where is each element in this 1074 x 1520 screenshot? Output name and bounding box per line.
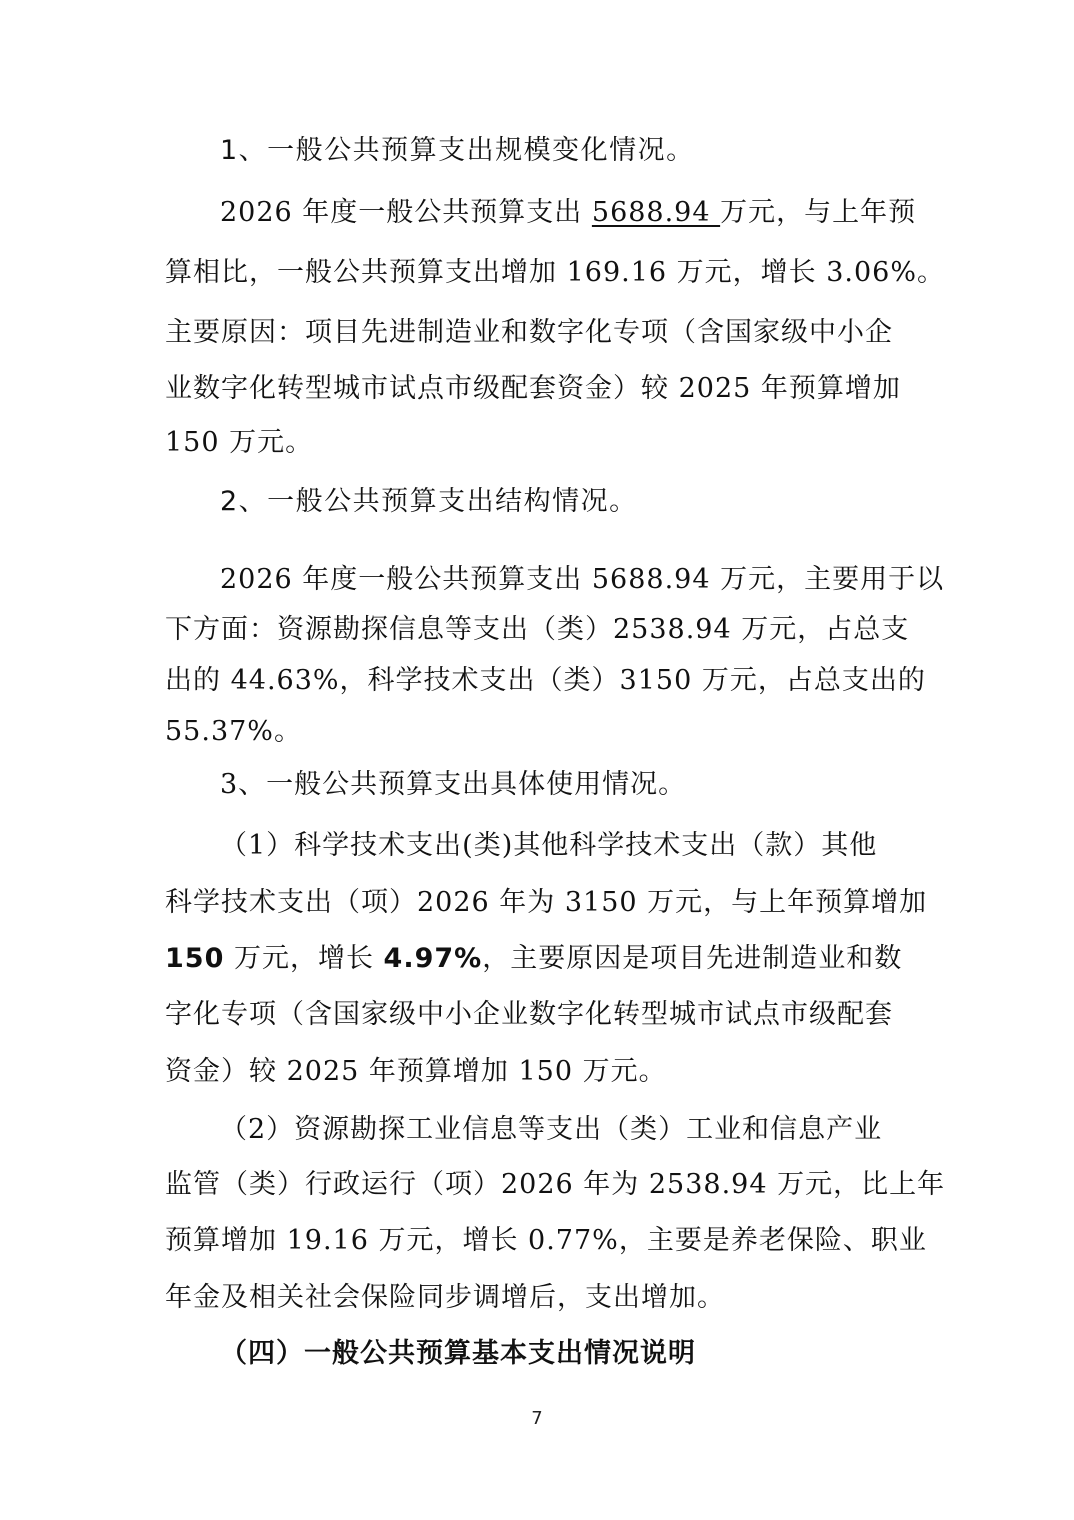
text-segment: 万元，与上年预	[720, 197, 917, 228]
paragraph-2-line-4: 55.37%。	[165, 716, 302, 747]
paragraph-2-line-2: 下方面：资源勘探信息等支出（类）2538.94 万元，占总支	[165, 614, 910, 645]
paragraph-3-line-4: 字化专项（含国家级中小企业数字化转型城市试点市级配套	[165, 999, 893, 1030]
paragraph-4-line-1: （2）资源勘探工业信息等支出（类）工业和信息产业	[220, 1114, 883, 1145]
heading-1: 1、一般公共预算支出规模变化情况。	[220, 135, 695, 166]
page-number: 7	[531, 1408, 543, 1429]
paragraph-4-line-3: 预算增加 19.16 万元，增长 0.77%，主要是养老保险、职业	[165, 1225, 927, 1256]
paragraph-1-line-2: 算相比，一般公共预算支出增加 169.16 万元，增长 3.06%。	[165, 257, 945, 288]
paragraph-3-line-2: 科学技术支出（项）2026 年为 3150 万元，与上年预算增加	[165, 887, 928, 918]
paragraph-1-line-4: 业数字化转型城市试点市级配套资金）较 2025 年预算增加	[165, 373, 901, 404]
text-segment: 万元，增长	[224, 943, 384, 974]
paragraph-2-line-3: 出的 44.63%，科学技术支出（类）3150 万元，占总支出的	[165, 665, 926, 696]
heading-3: 3、一般公共预算支出具体使用情况。	[220, 769, 687, 800]
paragraph-1-line-1	[220, 193, 980, 233]
paragraph-3-line-5: 资金）较 2025 年预算增加 150 万元。	[165, 1056, 667, 1087]
paragraph-1-line-5: 150 万元。	[165, 427, 314, 458]
underlined-amount: 5688.94	[591, 197, 721, 228]
heading-2: 2、一般公共预算支出结构情况。	[220, 486, 638, 517]
growth-rate: 4.97%	[383, 943, 483, 974]
section-heading: （四）一般公共预算基本支出情况说明	[220, 1338, 696, 1369]
paragraph-4-line-2: 监管（类）行政运行（项）2026 年为 2538.94 万元，比上年	[165, 1169, 946, 1200]
paragraph-3-line-1: （1）科学技术支出(类)其他科学技术支出（款）其他	[220, 830, 878, 861]
text-segment: 2026 年度一般公共预算支出	[220, 197, 592, 228]
text-segment: ，主要原因是项目先进制造业和数	[482, 943, 903, 974]
paragraph-1-line-3: 主要原因：项目先进制造业和数字化专项（含国家级中小企	[165, 317, 893, 348]
paragraph-2-line-1: 2026 年度一般公共预算支出 5688.94 万元，主要用于以	[220, 564, 945, 595]
amount-150: 150	[165, 943, 225, 974]
paragraph-4-line-4: 年金及相关社会保险同步调增后，支出增加。	[165, 1282, 725, 1313]
paragraph-3-line-3	[165, 939, 925, 979]
